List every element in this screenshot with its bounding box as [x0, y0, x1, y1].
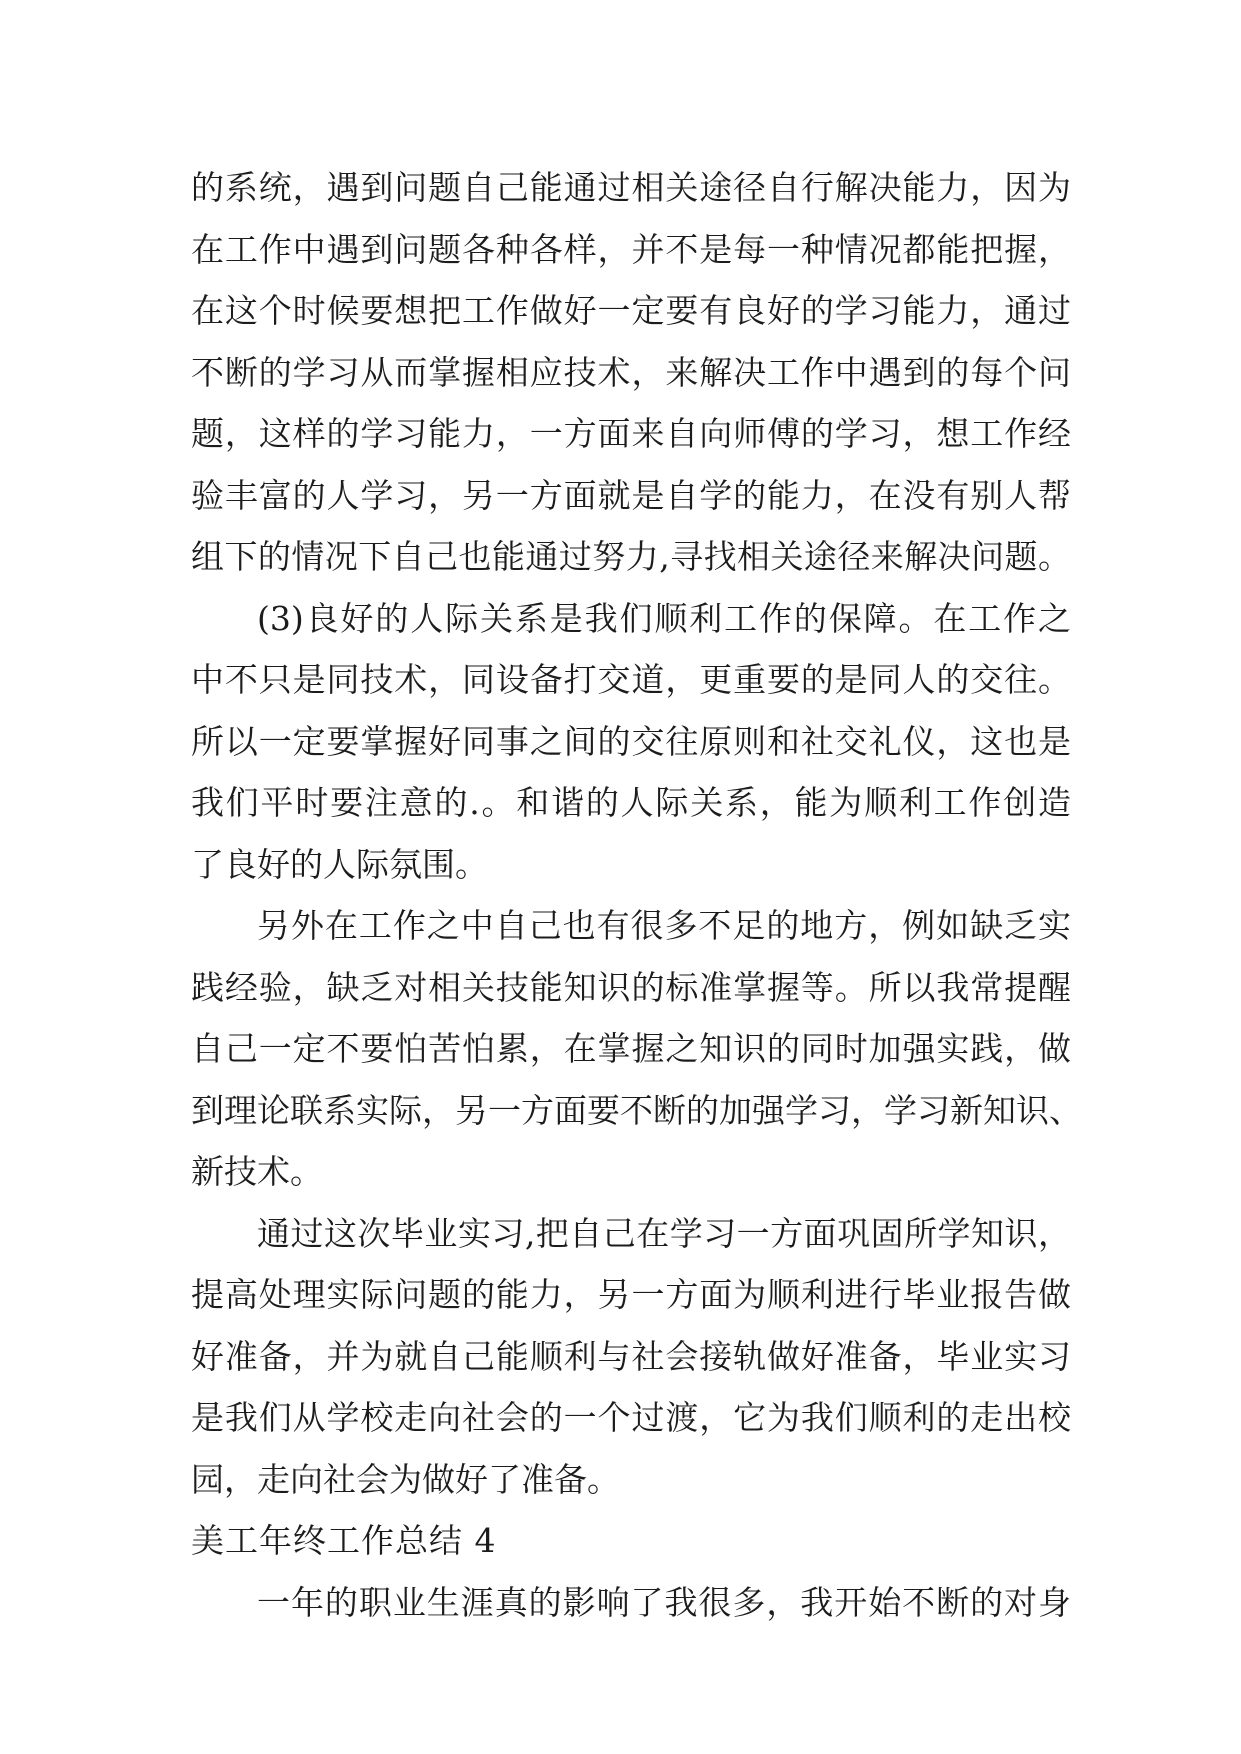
paragraph-line: 是我们从学校走向社会的一个过渡，它为我们顺利的走出校 [191, 1398, 1071, 1437]
paragraph-line: 到理论联系实际，另一方面要不断的加强学习，学习新知识、 [191, 1090, 1082, 1130]
paragraph-line: 题，这样的学习能力，一方面来自向师傅的学习，想工作经 [191, 414, 1071, 453]
paragraph-line: 好准备，并为就自己能顺利与社会接轨做好准备，毕业实习 [191, 1336, 1071, 1376]
paragraph-line: 的系统，遇到问题自己能通过相关途径自行解决能力，因为 [191, 168, 1071, 207]
paragraph-line: 践经验，缺乏对相关技能知识的标准掌握等。所以我常提醒 [191, 967, 1071, 1007]
paragraph-first-line: (3)良好的人际关系是我们顺利工作的保障。在工作之 [257, 598, 1071, 638]
paragraph-first-line: 一年的职业生涯真的影响了我很多，我开始不断的对身 [257, 1582, 1071, 1622]
paragraph-last-line: 新技术。 [191, 1152, 323, 1191]
section-heading: 美工年终工作总结 4 [191, 1521, 497, 1560]
paragraph-line: 所以一定要掌握好同事之间的交往原则和社交礼仪，这也是 [191, 721, 1071, 761]
paragraph-line: 在工作中遇到问题各种各样，并不是每一种情况都能把握， [191, 229, 1071, 269]
paragraph-line: 在这个时候要想把工作做好一定要有良好的学习能力，通过 [191, 291, 1071, 330]
paragraph-line: 验丰富的人学习，另一方面就是自学的能力，在没有别人帮 [191, 475, 1071, 515]
paragraph-line: 组下的情况下自己也能通过努力,寻找相关途径来解决问题。 [191, 537, 1071, 576]
document-body [191, 157, 1082, 1633]
paragraph-line: 中不只是同技术，同设备打交道，更重要的是同人的交往。 [191, 660, 1071, 699]
paragraph-first-line: 另外在工作之中自己也有很多不足的地方，例如缺乏实 [257, 906, 1071, 945]
paragraph-line: 我们平时要注意的.。和谐的人际关系，能为顺利工作创造 [191, 783, 1071, 822]
paragraph-line: 提高处理实际问题的能力，另一方面为顺利进行毕业报告做 [191, 1275, 1071, 1314]
paragraph-line: 不断的学习从而掌握相应技术，来解决工作中遇到的每个问 [191, 352, 1071, 392]
paragraph-last-line: 园，走向社会为做好了准备。 [191, 1459, 620, 1499]
paragraph-first-line: 通过这次毕业实习,把自己在学习一方面巩固所学知识， [257, 1213, 1071, 1253]
paragraph-line: 自己一定不要怕苦怕累，在掌握之知识的同时加强实践，做 [191, 1029, 1071, 1068]
paragraph-last-line: 了良好的人际氛围。 [191, 844, 488, 884]
